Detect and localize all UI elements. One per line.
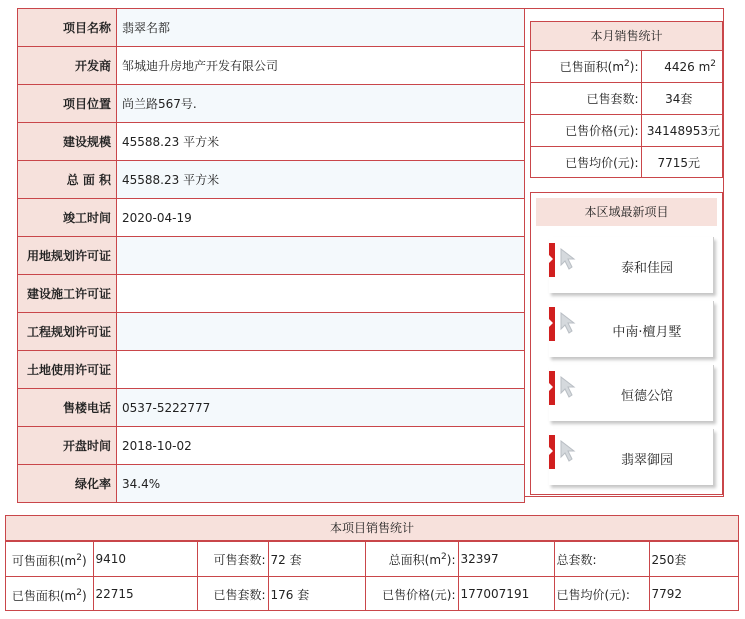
avg-price-value: 7792 xyxy=(649,577,738,612)
sold-units-label: 已售套数: xyxy=(197,577,268,612)
project-sales-title: 本项目销售统计 xyxy=(6,516,738,541)
info-row-label: 项目位置 xyxy=(18,85,117,123)
info-row-label: 项目名称 xyxy=(18,9,117,47)
project-sales-panel xyxy=(5,515,739,611)
new-project-item[interactable] xyxy=(549,429,716,489)
monthly-sold-area-label: 已售面积$(m^2)$: xyxy=(531,51,641,83)
total-area-value: 32397 xyxy=(458,542,554,577)
info-row xyxy=(18,161,525,199)
total-area-label: 总面积$(m^2)$: xyxy=(365,542,458,577)
info-row xyxy=(18,427,525,465)
info-row xyxy=(18,465,525,503)
pointer-cursor-icon xyxy=(559,247,581,271)
new-project-item[interactable] xyxy=(549,237,716,297)
red-tab-marker xyxy=(549,371,555,405)
red-tab-marker xyxy=(549,435,555,469)
sold-units-value: 176 套 xyxy=(268,577,365,612)
info-row-label: 竣工时间 xyxy=(18,199,117,237)
pointer-cursor-icon xyxy=(559,311,581,335)
project-info-table xyxy=(17,8,525,503)
info-row-label: 土地使用许可证 xyxy=(18,351,117,389)
info-row xyxy=(18,85,525,123)
info-row-label: 售楼电话 xyxy=(18,389,117,427)
info-row xyxy=(18,237,525,275)
info-row-value: 2018-10-02 xyxy=(117,427,525,465)
info-row-value: 2020-04-19 xyxy=(117,199,525,237)
monthly-sold-units-label: 已售套数: xyxy=(531,83,641,115)
monthly-sold-price-value: 34148953元 xyxy=(641,115,722,147)
available-area-label: 可售面积$(m^2)$ xyxy=(6,542,93,577)
info-row-value: 45588.23 平方米 xyxy=(117,123,525,161)
monthly-sales-table xyxy=(531,51,722,178)
new-project-item[interactable] xyxy=(549,365,716,425)
info-row xyxy=(18,9,525,47)
info-row xyxy=(18,199,525,237)
info-row-label: 绿化率 xyxy=(18,465,117,503)
new-project-item[interactable] xyxy=(549,301,716,361)
info-row-value: 邹城迪升房地产开发有限公司 xyxy=(117,47,525,85)
info-row-value: 45588.23 平方米 xyxy=(117,161,525,199)
info-row-value xyxy=(117,275,525,313)
info-row-value: 翡翠名都 xyxy=(117,9,525,47)
pointer-cursor-icon xyxy=(559,375,581,399)
sold-price-value: 177007191 xyxy=(458,577,554,612)
info-row-label: 工程规划许可证 xyxy=(18,313,117,351)
info-row xyxy=(18,389,525,427)
info-row-label: 总 面 积 xyxy=(18,161,117,199)
new-project-name[interactable]: 泰和佳园 xyxy=(620,261,673,276)
available-units-label: 可售套数: xyxy=(197,542,268,577)
new-project-name[interactable]: 翡翠御园 xyxy=(620,453,673,468)
info-row xyxy=(18,123,525,161)
pointer-cursor-icon xyxy=(559,439,581,463)
info-row xyxy=(18,313,525,351)
monthly-sold-units-value: 34套 xyxy=(641,83,722,115)
info-row-label: 建设施工许可证 xyxy=(18,275,117,313)
project-sales-table xyxy=(6,541,738,611)
info-row-value xyxy=(117,237,525,275)
info-row-label: 建设规模 xyxy=(18,123,117,161)
info-row-value xyxy=(117,351,525,389)
monthly-avg-price-label: 已售均价(元): xyxy=(531,147,641,179)
red-tab-marker xyxy=(549,307,555,341)
sold-area-value: 22715 xyxy=(93,577,197,612)
info-row-label: 用地规划许可证 xyxy=(18,237,117,275)
info-row xyxy=(18,351,525,389)
info-row-label: 开发商 xyxy=(18,47,117,85)
new-project-name[interactable]: 中南·檀月墅 xyxy=(612,325,682,340)
red-tab-marker xyxy=(549,243,555,277)
total-units-label: 总套数: xyxy=(554,542,649,577)
monthly-sold-area-value: 4426 $m^2$ xyxy=(664,59,716,74)
monthly-sales-panel xyxy=(530,21,723,178)
area-new-projects-title: 本区域最新项目 xyxy=(536,198,717,226)
info-row-value: 尚兰路567号. xyxy=(117,85,525,123)
new-project-name[interactable]: 恒德公馆 xyxy=(620,389,673,404)
info-row-value xyxy=(117,313,525,351)
area-new-projects-panel xyxy=(530,192,723,495)
info-row-value: 0537-5222777 xyxy=(117,389,525,427)
monthly-avg-price-value: 7715元 xyxy=(641,147,722,179)
avg-price-label: 已售均价(元): xyxy=(554,577,649,612)
available-units-value: 72 套 xyxy=(268,542,365,577)
info-row xyxy=(18,47,525,85)
monthly-sales-title: 本月销售统计 xyxy=(531,22,722,51)
info-row xyxy=(18,275,525,313)
total-units-value: 250套 xyxy=(649,542,738,577)
info-row-label: 开盘时间 xyxy=(18,427,117,465)
sold-price-label: 已售价格(元): xyxy=(365,577,458,612)
available-area-value: 9410 xyxy=(93,542,197,577)
monthly-sold-price-label: 已售价格(元): xyxy=(531,115,641,147)
sold-area-label: 已售面积$(m^2)$ xyxy=(6,577,93,612)
info-row-value: 34.4% xyxy=(117,465,525,503)
